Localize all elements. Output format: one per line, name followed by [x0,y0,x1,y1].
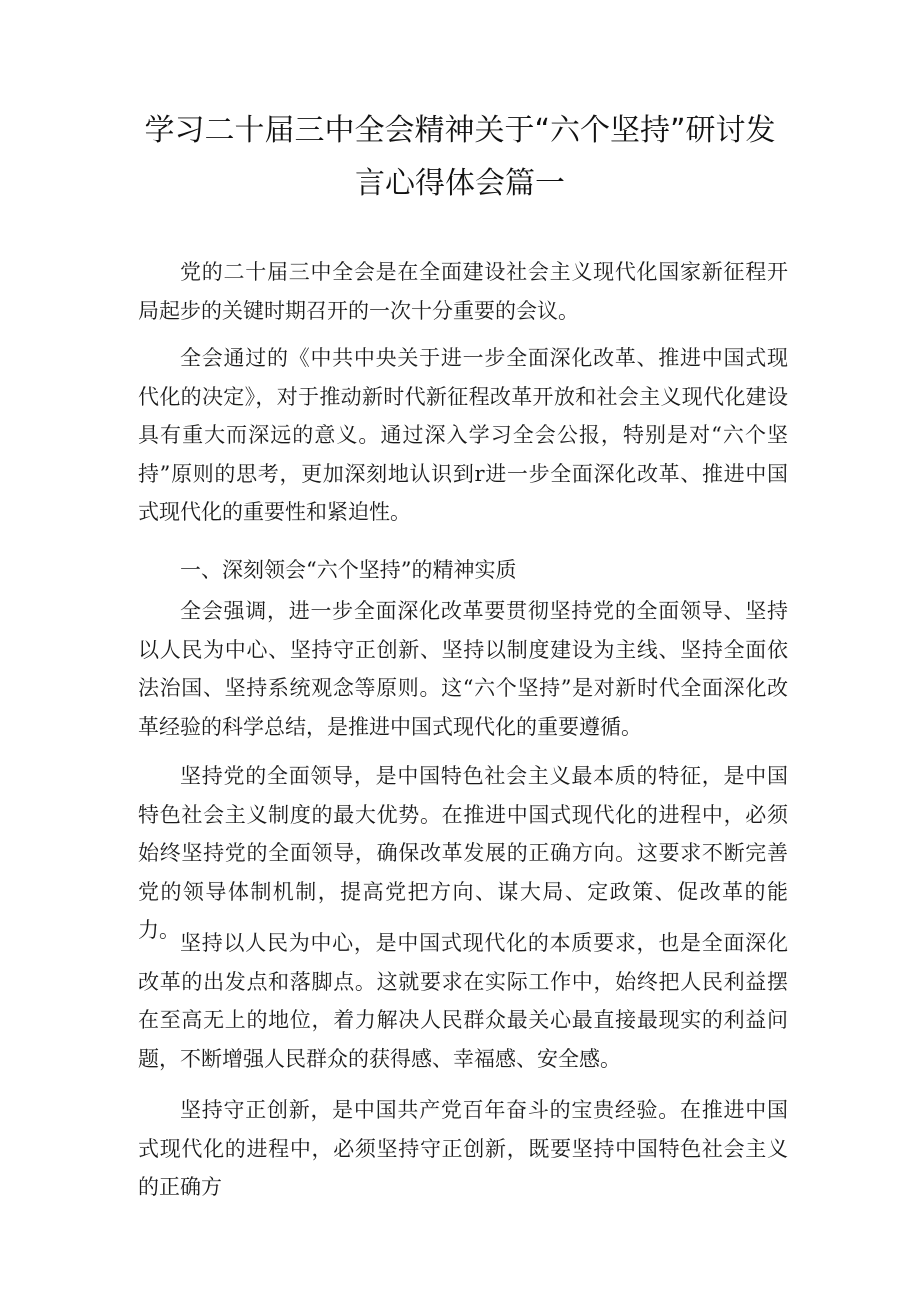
document-title-line-1: 学习二十届三中全会精神关于“六个坚持”研讨发 [144,113,776,148]
paragraph-party-leadership: 坚持党的全面领导，是中国特色社会主义最本质的特征，是中国特色社会主义制度的最大优势。在推进中国式现代化的进程中，必须始终坚持党的全面领导，确保改革发展的正确方向。这要求不断完善党的领导体制机制，提高党把方向、谋大局、定政策、促改革的能力。 [138,764,788,943]
paragraph-six-principles: 全会强调，进一步全面深化改革要贯彻坚持党的全面领导、坚持以人民为中心、坚持守正创新、坚持以制度建设为主线、坚持全面依法治国、坚持系统观念等原则。这“六个坚持”是对新时代全面深化改革经验的科学总结，是推进中国式现代化的重要遵循。 [138,599,788,739]
paragraph-innovation: 坚持守正创新，是中国共产党百年奋斗的宝贵经验。在推进中国式现代化的进程中，必须坚持守正创新，既要坚持中国特色社会主义的正确方 [138,1098,788,1200]
section-heading-1: 一、深刻领会“六个坚持”的精神实质 [180,558,517,582]
paragraph-decision: 全会通过的《中共中央关于进一步全面深化改革、推进中国式现代化的决定》，对于推动新时代新征程改革开放和社会主义现代化建设具有重大而深远的意义。通过深入学习全会公报，特别是对“六个坚持”原则的思考，更加深刻地认识到r进一步全面深化改革、推进中国式现代化的重要性和紧迫性。 [138,346,788,525]
paragraph-people-centered: 坚持以人民为中心，是中国式现代化的本质要求，也是全面深化改革的出发点和落脚点。这就要求在实际工作中，始终把人民利益摆在至高无上的地位，着力解决人民群众最关心最直接最现实的利益问题，不断增强人民群众的获得感、幸福感、安全感。 [138,931,788,1071]
paragraph-intro: 党的二十届三中全会是在全面建设社会主义现代化国家新征程开局起步的关键时期召开的一次十分重要的会议。 [138,260,788,323]
document-title-line-2: 言心得体会篇一 [355,166,565,201]
